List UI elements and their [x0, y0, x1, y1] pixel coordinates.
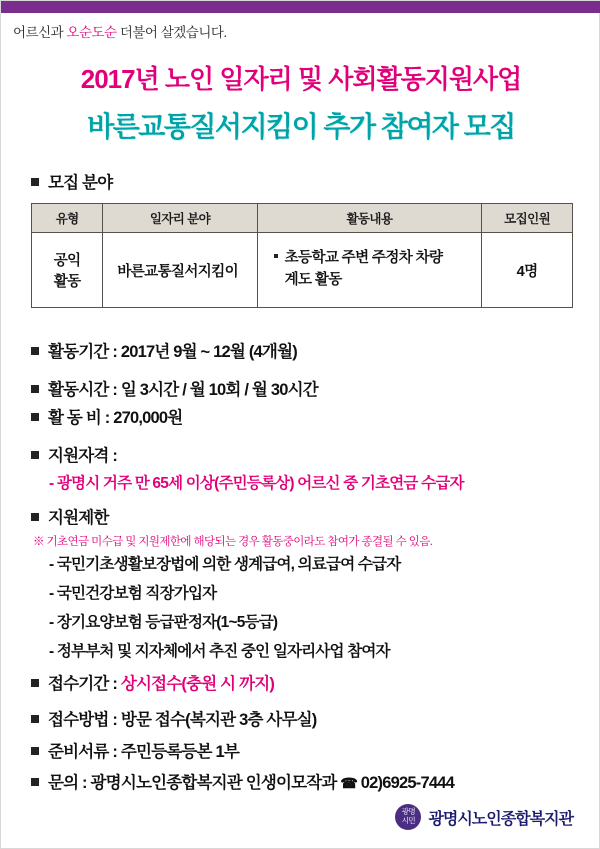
table-header-activity: 활동내용	[257, 204, 482, 233]
square-bullet-icon	[31, 513, 39, 521]
restriction-item-3-text: 장기요양보험 등급판정자(1~5등급)	[56, 614, 278, 631]
table-header-type: 유형	[32, 204, 103, 233]
section-recruit-field-label: 모집 분야	[48, 174, 113, 192]
square-bullet-icon	[31, 715, 39, 723]
table-header-row	[32, 204, 573, 233]
cell-type	[32, 233, 103, 308]
footer-logo	[395, 804, 573, 830]
restriction-item-3	[49, 610, 277, 632]
section-period-label: 활동기간 :	[48, 343, 121, 361]
logo-line-1: 광명	[401, 807, 416, 817]
small-dot-icon	[274, 254, 278, 258]
section-documents-value: 주민등록등본 1부	[120, 743, 239, 761]
qualification-item	[49, 471, 464, 493]
section-apply-method-value: 방문 접수(복지관 3층 사무실)	[120, 711, 317, 729]
table-header-count: 모집인원	[482, 204, 573, 233]
section-hours	[31, 376, 318, 400]
dash-bullet-icon: -	[49, 614, 57, 631]
cell-type-line2: 활동	[53, 274, 81, 290]
cell-count: 4명	[482, 233, 573, 308]
headline-line-2: 바른교통질서지킴이 추가 참여자 모집	[87, 111, 515, 142]
dash-bullet-icon: -	[49, 643, 57, 660]
cell-activity	[257, 233, 482, 308]
qualification-item-text: 광명시 거주 만 65세 이상(주민등록상) 어르신 중 기초연금 수급자	[56, 475, 464, 492]
cell-activity-line2: 계도 활동	[284, 272, 342, 288]
cell-field: 바른교통질서지킴이	[103, 233, 257, 308]
square-bullet-icon	[31, 778, 39, 786]
restriction-item-2-text: 국민건강보험 직장가입자	[56, 585, 217, 602]
dash-bullet-icon: -	[49, 585, 57, 602]
section-pay-label: 활 동 비 :	[48, 409, 114, 427]
dash-bullet-icon: -	[49, 556, 57, 573]
cell-activity-text1: 초등학교 주변 주정차 차량	[284, 250, 443, 267]
restriction-item-1	[49, 552, 400, 574]
section-contact	[31, 769, 454, 793]
restriction-item-4-text: 정부부처 및 지자체에서 추진 중인 일자리사업 참여자	[56, 643, 390, 660]
section-apply-method	[31, 706, 316, 730]
section-hours-label: 활동시간 :	[48, 381, 121, 399]
section-hours-value: 일 3시간 / 월 10회 / 월 30시간	[120, 381, 318, 399]
section-pay-value: 270,000원	[113, 409, 183, 427]
cell-activity-line1	[274, 248, 481, 270]
square-bullet-icon	[31, 747, 39, 755]
section-period-value: 2017년 9월 ~ 12월 (4개월)	[120, 343, 297, 361]
section-qualification	[31, 442, 117, 466]
section-qualification-label: 지원자격 :	[48, 447, 118, 465]
phone-icon: ☎	[340, 775, 357, 791]
square-bullet-icon	[31, 679, 39, 687]
section-apply-period-value: 상시접수(충원 시 까지)	[120, 675, 275, 693]
section-restriction	[31, 504, 109, 528]
section-contact-value: 광명시노인종합복지관 인생이모작과	[90, 774, 337, 792]
section-apply-period	[31, 670, 274, 694]
restriction-item-2	[49, 581, 216, 603]
square-bullet-icon	[31, 385, 39, 393]
organization-name: 광명시노인종합복지관	[428, 810, 573, 828]
restriction-item-4	[49, 639, 390, 661]
section-contact-phone: 02)6925-7444	[360, 774, 454, 792]
square-bullet-icon	[31, 451, 39, 459]
section-period	[31, 338, 297, 362]
dash-bullet-icon: -	[49, 475, 57, 492]
section-recruit-field	[31, 169, 112, 193]
section-documents-label: 준비서류 :	[48, 743, 121, 761]
section-restriction-label: 지원제한	[48, 509, 109, 527]
section-apply-period-label: 접수기간 :	[48, 675, 121, 693]
section-pay	[31, 404, 182, 428]
top-purple-band	[1, 1, 600, 13]
organization-logo-icon	[395, 804, 421, 830]
square-bullet-icon	[31, 178, 39, 186]
restriction-item-1-text: 국민기초생활보장법에 의한 생계급여, 의료급여 수급자	[56, 556, 401, 573]
section-documents	[31, 738, 239, 762]
cell-type-line1: 공익	[53, 253, 81, 269]
headline-line-1: 2017년 노인 일자리 및 사회활동지원사업	[80, 64, 522, 94]
section-contact-label: 문의 :	[48, 774, 91, 792]
table-row	[32, 233, 573, 308]
tagline-pre: 어르신과	[13, 25, 67, 40]
tagline-post: 더불어 살겠습니다.	[116, 25, 227, 40]
restriction-note: ※ 기초연금 미수급 및 지원제한에 해당되는 경우 활동중이라도 참여가 종결될 수 있음.	[33, 536, 433, 548]
table-header-field: 일자리 분야	[103, 204, 257, 233]
square-bullet-icon	[31, 413, 39, 421]
tagline-highlight: 오순도순	[66, 25, 117, 40]
recruit-table	[31, 203, 573, 308]
section-apply-method-label: 접수방법 :	[48, 711, 121, 729]
square-bullet-icon	[31, 347, 39, 355]
tagline	[13, 21, 227, 41]
logo-line-2: 시민	[401, 816, 416, 825]
